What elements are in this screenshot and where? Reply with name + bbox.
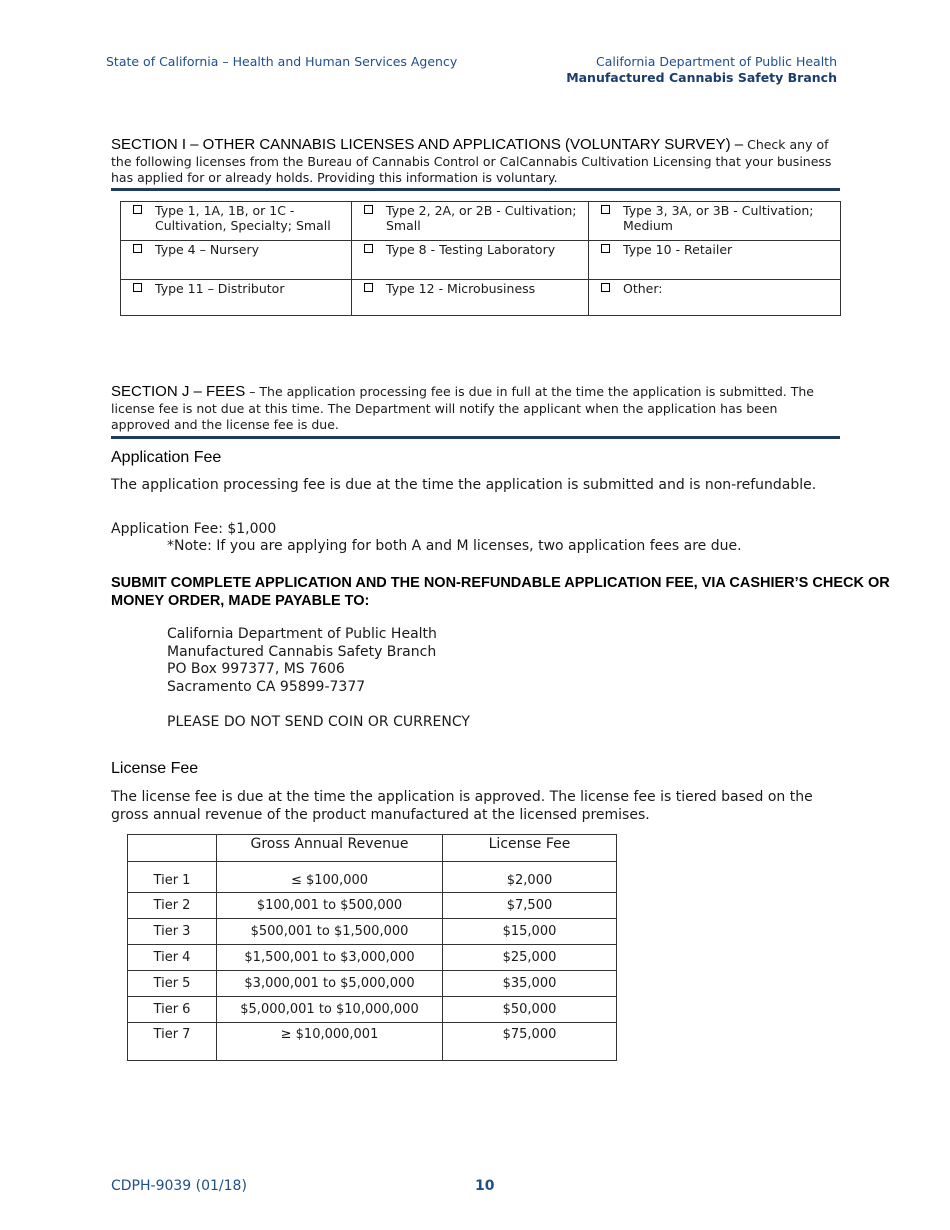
license-label: Other: [623,281,663,296]
license-cell[interactable] [121,202,352,241]
section-i-text: Check any of the following licenses from the Bureau of Cannabis Control or CalCannabis Cultivation Licensing that your business has applied for or already holds. Providing this information is voluntary. [111,137,832,185]
section-i-intro [111,137,839,187]
checkbox-icon[interactable] [601,244,610,253]
section-j-text: – The application processing fee is due in full at the time the application is submitted. The license fee is not due at this time. The Department will notify the applicant when the application has been approved and the license fee is due. [111,384,814,432]
checkbox-icon[interactable] [133,244,142,253]
license-fee-title: License Fee [111,760,199,777]
license-label-cont: Cultivation, Specialty; Small [155,218,331,233]
section-i-divider [111,188,840,191]
address-line: California Department of Public Health [167,626,437,642]
header-cell-blank [128,835,217,862]
revenue-cell: $1,500,001 to $3,000,000 [217,945,443,971]
table-row [128,971,617,997]
application-fee-note: *Note: If you are applying for both A and M licenses, two application fees are due. [167,538,742,554]
address-line: Sacramento CA 95899-7377 [167,678,366,695]
header-agency: State of California – Health and Human Services Agency [106,54,458,69]
table-row [128,997,617,1023]
fee-cell: $2,000 [443,862,617,893]
fee-cell: $50,000 [443,997,617,1023]
license-label: Type 12 - Microbusiness [386,281,536,296]
fee-table-header [128,835,617,862]
license-label: Type 1, 1A, 1B, or 1C - [155,203,295,218]
checkbox-icon[interactable] [133,283,142,292]
header-branch-name: Manufactured Cannabis Safety Branch [566,70,837,85]
section-j-divider [111,436,840,439]
license-label: Type 10 - Retailer [623,242,733,257]
license-cell[interactable] [352,202,589,241]
tier-cell: Tier 7 [128,1023,217,1061]
revenue-cell: $100,001 to $500,000 [217,893,443,919]
application-fee-text: The application processing fee is due at the time the application is submitted and is non-refundable. [111,477,817,493]
revenue-cell: $500,001 to $1,500,000 [217,919,443,945]
license-label-cont: Medium [623,218,673,233]
section-i-heading: SECTION I – OTHER CANNABIS LICENSES AND APPLICATIONS (VOLUNTARY SURVEY) – [111,136,744,153]
revenue-cell: ≥ $10,000,001 [217,1023,443,1061]
revenue-cell: $3,000,001 to $5,000,000 [217,971,443,997]
checkbox-icon[interactable] [601,205,610,214]
checkbox-icon[interactable] [601,283,610,292]
table-row [128,1023,617,1061]
license-row [121,202,841,241]
table-row [128,945,617,971]
table-row [128,893,617,919]
license-fee-text: The license fee is due at the time the application is approved. The license fee is tiered based on the gross annual revenue of the product manufactured at the licensed premises. [111,789,813,823]
license-fee-table [127,834,617,1061]
checkbox-icon[interactable] [364,244,373,253]
license-label: Type 3, 3A, or 3B - Cultivation; [623,203,814,218]
license-label: Type 8 - Testing Laboratory [386,242,556,257]
license-cell[interactable] [589,280,841,316]
header-cell-fee: License Fee [443,835,617,862]
license-cell[interactable] [589,202,841,241]
submit-instructions [111,574,890,610]
header-department-name: California Department of Public Health [596,54,837,69]
license-label: Type 11 – Distributor [155,281,285,296]
no-coin-notice: PLEASE DO NOT SEND COIN OR CURRENCY [167,714,470,730]
tier-cell: Tier 3 [128,919,217,945]
license-checklist [120,201,841,316]
license-cell[interactable] [589,241,841,280]
section-j-heading: SECTION J – FEES [111,383,246,400]
revenue-cell: ≤ $100,000 [217,862,443,893]
license-label-cont: Small [386,218,421,233]
tier-cell: Tier 4 [128,945,217,971]
table-row [128,919,617,945]
mailing-address [167,626,437,696]
license-cell[interactable] [121,280,352,316]
fee-cell: $7,500 [443,893,617,919]
fee-cell: $75,000 [443,1023,617,1061]
checkbox-icon[interactable] [364,205,373,214]
header-cell-revenue: Gross Annual Revenue [217,835,443,862]
tier-cell: Tier 5 [128,971,217,997]
checkbox-icon[interactable] [364,283,373,292]
header-department [566,54,837,86]
revenue-cell: $5,000,001 to $10,000,000 [217,997,443,1023]
page-number: 10 [475,1178,495,1194]
application-fee-title: Application Fee [111,449,222,466]
fee-cell: $15,000 [443,919,617,945]
license-row [121,280,841,316]
tier-cell: Tier 6 [128,997,217,1023]
submit-line-2: MONEY ORDER, MADE PAYABLE TO: [111,593,370,609]
fee-cell: $25,000 [443,945,617,971]
checkbox-icon[interactable] [133,205,142,214]
tier-cell: Tier 1 [128,862,217,893]
license-cell[interactable] [352,280,589,316]
license-label: Type 4 – Nursery [155,242,259,257]
application-fee-amount: Application Fee: $1,000 [111,521,277,537]
fee-cell: $35,000 [443,971,617,997]
table-row [128,862,617,893]
license-cell[interactable] [121,241,352,280]
license-row [121,241,841,280]
license-cell[interactable] [352,241,589,280]
address-line: PO Box 997377, MS 7606 [167,661,345,677]
section-j-intro [111,384,839,434]
submit-line-1: SUBMIT COMPLETE APPLICATION AND THE NON-REFUNDABLE APPLICATION FEE, VIA CASHIER’S CHECK OR [111,575,890,591]
form-id: CDPH-9039 (01/18) [111,1178,247,1194]
address-line: Manufactured Cannabis Safety Branch [167,643,437,660]
tier-cell: Tier 2 [128,893,217,919]
license-label: Type 2, 2A, or 2B - Cultivation; [386,203,577,218]
